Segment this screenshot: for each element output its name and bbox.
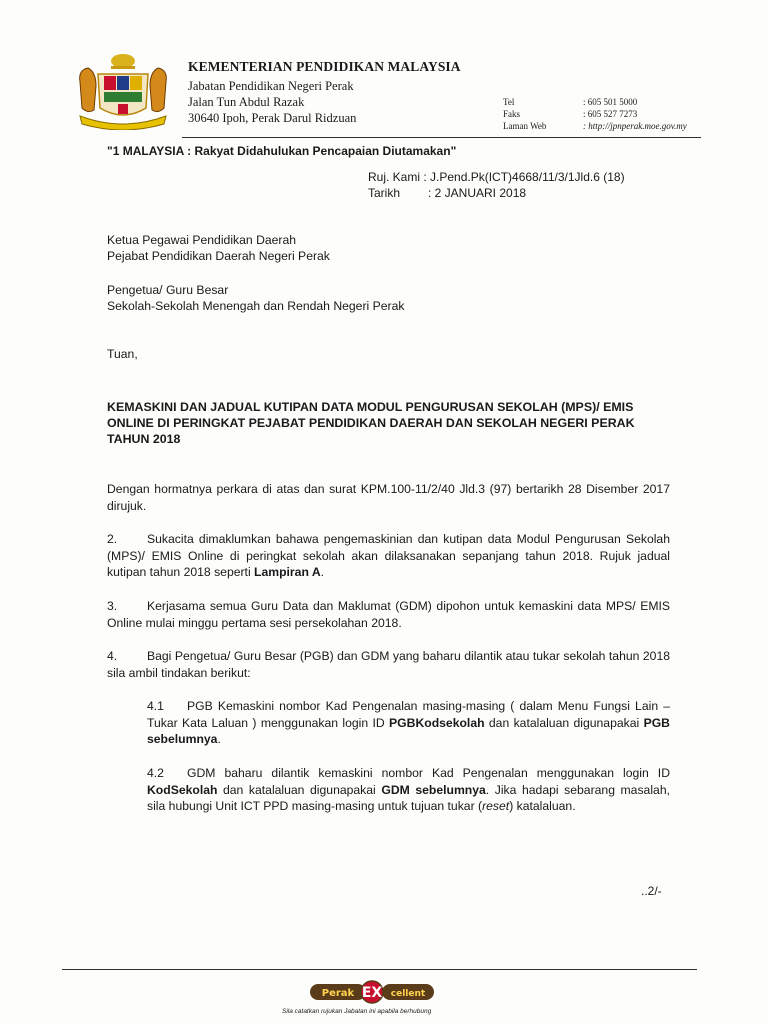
tel-value: : 605 501 5000 <box>583 97 638 107</box>
paragraph-2-end: . <box>320 565 325 579</box>
recipient-1-line-1: Ketua Pegawai Pendidikan Daerah <box>107 233 297 247</box>
footer-note: Sila catatkan rujukan Jabatan ini apabila berhubung <box>282 1008 432 1015</box>
subparagraph-4-1-text-a: PGB Kemaskini nombor Kad Pengenalan masing-masing ( dalam Menu Fungsi Lain – Tukar Kata Laluan ) menggunakan login ID <box>147 699 670 730</box>
login-id-gdm: KodSekolah <box>147 782 218 797</box>
paragraph-3-number: 3. <box>107 599 118 613</box>
perak-excellent-logo-icon <box>310 980 434 1004</box>
subparagraph-4-1-number: 4.1 <box>147 699 164 713</box>
subparagraph-4-1-end: . <box>217 732 221 746</box>
subparagraph-4-2-end: ) katalaluan. <box>509 799 576 813</box>
subparagraph-4-2-text-a: GDM baharu dilantik kemaskini nombor Kad Pengenalan menggunakan login ID <box>187 766 670 780</box>
date-value: : 2 JANUARI 2018 <box>428 186 527 200</box>
ministry-name: KEMENTERIAN PENDIDIKAN MALAYSIA <box>188 59 461 74</box>
fax-value: : 605 527 7273 <box>583 109 638 119</box>
subparagraph-4-2 <box>147 765 670 815</box>
svg-text:Perak: Perak <box>321 988 355 999</box>
login-id-pgb: PGBKodsekolah <box>389 715 485 730</box>
svg-text:EX: EX <box>361 985 383 1001</box>
paragraph-4 <box>107 648 670 681</box>
coat-of-arms-icon <box>74 52 172 130</box>
header-divider <box>182 137 701 138</box>
date-label: Tarikh <box>368 186 401 200</box>
paragraph-4-text: Bagi Pengetua/ Guru Besar (PGB) dan GDM yang baharu dilantik atau tukar sekolah tahun 2018 sila ambil tindakan berikut: <box>107 649 670 680</box>
paragraph-4-number: 4. <box>107 649 118 663</box>
paragraph-1: Dengan hormatnya perkara di atas dan surat KPM.100-11/2/40 Jld.3 (97) bertarikh 28 Disember 2017 dirujuk. <box>107 482 670 513</box>
svg-text:cellent: cellent <box>390 989 426 999</box>
tel-label: Tel <box>503 97 515 107</box>
attachment-ref: Lampiran A <box>254 565 321 579</box>
subparagraph-4-2-text-e: . Jika hadapi sebarang masalah, sila hubungi Unit ICT PPD masing-masing untuk tujuan tukar ( <box>147 782 670 813</box>
reference-number: Ruj. Kami : J.Pend.Pk(ICT)4668/11/3/1Jld.6 (18) <box>368 170 625 184</box>
page-number: ..2/- <box>641 884 662 898</box>
address-line-1: Jabatan Pendidikan Negeri Perak <box>188 79 354 93</box>
web-label: Laman Web <box>503 121 547 131</box>
fax-label: Faks <box>503 109 521 119</box>
paragraph-2-number: 2. <box>107 532 118 546</box>
address-line-2: Jalan Tun Abdul Razak <box>188 95 305 109</box>
reset-term: reset <box>482 799 510 813</box>
password-gdm: GDM sebelumnya <box>381 782 486 797</box>
address-line-3: 30640 Ipoh, Perak Darul Ridzuan <box>188 111 357 125</box>
subject-heading: KEMASKINI DAN JADUAL KUTIPAN DATA MODUL PENGURUSAN SEKOLAH (MPS)/ EMIS ONLINE DI PERINGKAT PEJABAT PENDIDIKAN DAERAH DAN SEKOLAH NEGERI PERAK TAHUN 2018 <box>107 400 635 446</box>
salutation: Tuan, <box>107 347 138 361</box>
subparagraph-4-1-text-c: dan katalaluan digunapakai <box>484 715 644 730</box>
subparagraph-4-2-text-c: dan katalaluan digunapakai <box>217 782 382 797</box>
subparagraph-4-1 <box>147 698 670 748</box>
subparagraph-4-2-number: 4.2 <box>147 766 164 780</box>
paragraph-3 <box>107 598 670 631</box>
recipient-1-line-2: Pejabat Pendidikan Daerah Negeri Perak <box>107 249 330 263</box>
footer-divider <box>62 969 697 970</box>
paragraph-3-text: Kerjasama semua Guru Data dan Maklumat (GDM) dipohon untuk kemaskini data MPS/ EMIS Online mulai minggu pertama sesi persekolahan 2018. <box>107 599 670 630</box>
paragraph-2-text: Sukacita dimaklumkan bahawa pengemaskinian dan kutipan data Modul Pengurusan Sekolah (MPS)/ EMIS Online di peringkat sekolah akan dilaksanakan sepanjang tahun 2018. Rujuk jadual kutipan tahun 2018 seperti <box>107 532 670 579</box>
web-link[interactable]: : http://jpnperak.moe.gov.my <box>583 121 687 131</box>
motto: "1 MALAYSIA : Rakyat Didahulukan Pencapaian Diutamakan" <box>107 144 457 158</box>
password-pgb: PGB sebelumnya <box>147 715 670 746</box>
recipient-2-line-1: Pengetua/ Guru Besar <box>107 283 229 297</box>
recipient-2-line-2: Sekolah-Sekolah Menengah dan Rendah Negeri Perak <box>107 299 405 313</box>
paragraph-2 <box>107 531 670 581</box>
